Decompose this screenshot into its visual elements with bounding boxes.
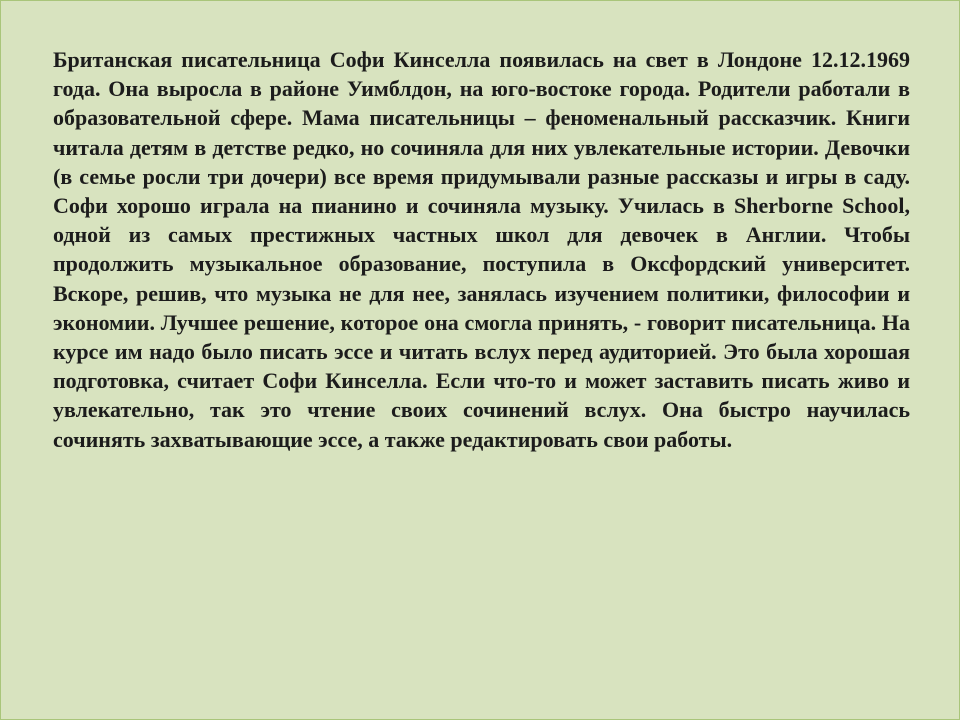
biography-paragraph: Британская писательница Софи Кинселла появилась на свет в Лондоне 12.12.1969 года. Она выросла в районе Уимблдон, на юго-востоке города. Родители работали в образовательной сфере. Мама писательницы – феноменальный рассказчик. Книги читала детям в детстве редко, но сочиняла для них увлекательные истории. Девочки (в семье росли три дочери) все время придумывали разные рассказы и игры в саду. Софи хорошо играла на пианино и сочиняла музыку. Училась в Sherborne School, одной из самых престижных частных школ для девочек в Англии. Чтобы продолжить музыкальное образование, поступила в Оксфордский университет. Вскоре, решив, что музыка не для нее, занялась изучением политики, философии и экономии. Лучшее решение, которое она смогла принять, - говорит писательница. На курсе им надо было писать эссе и читать вслух перед аудиторией. Это была хорошая подготовка, считает Софи Кинселла. Если что-то и может заставить писать живо и увлекательно, так это чтение своих сочинений вслух. Она быстро научилась сочинять захватывающие эссе, а также редактировать свои работы. bbox=[53, 47, 910, 452]
